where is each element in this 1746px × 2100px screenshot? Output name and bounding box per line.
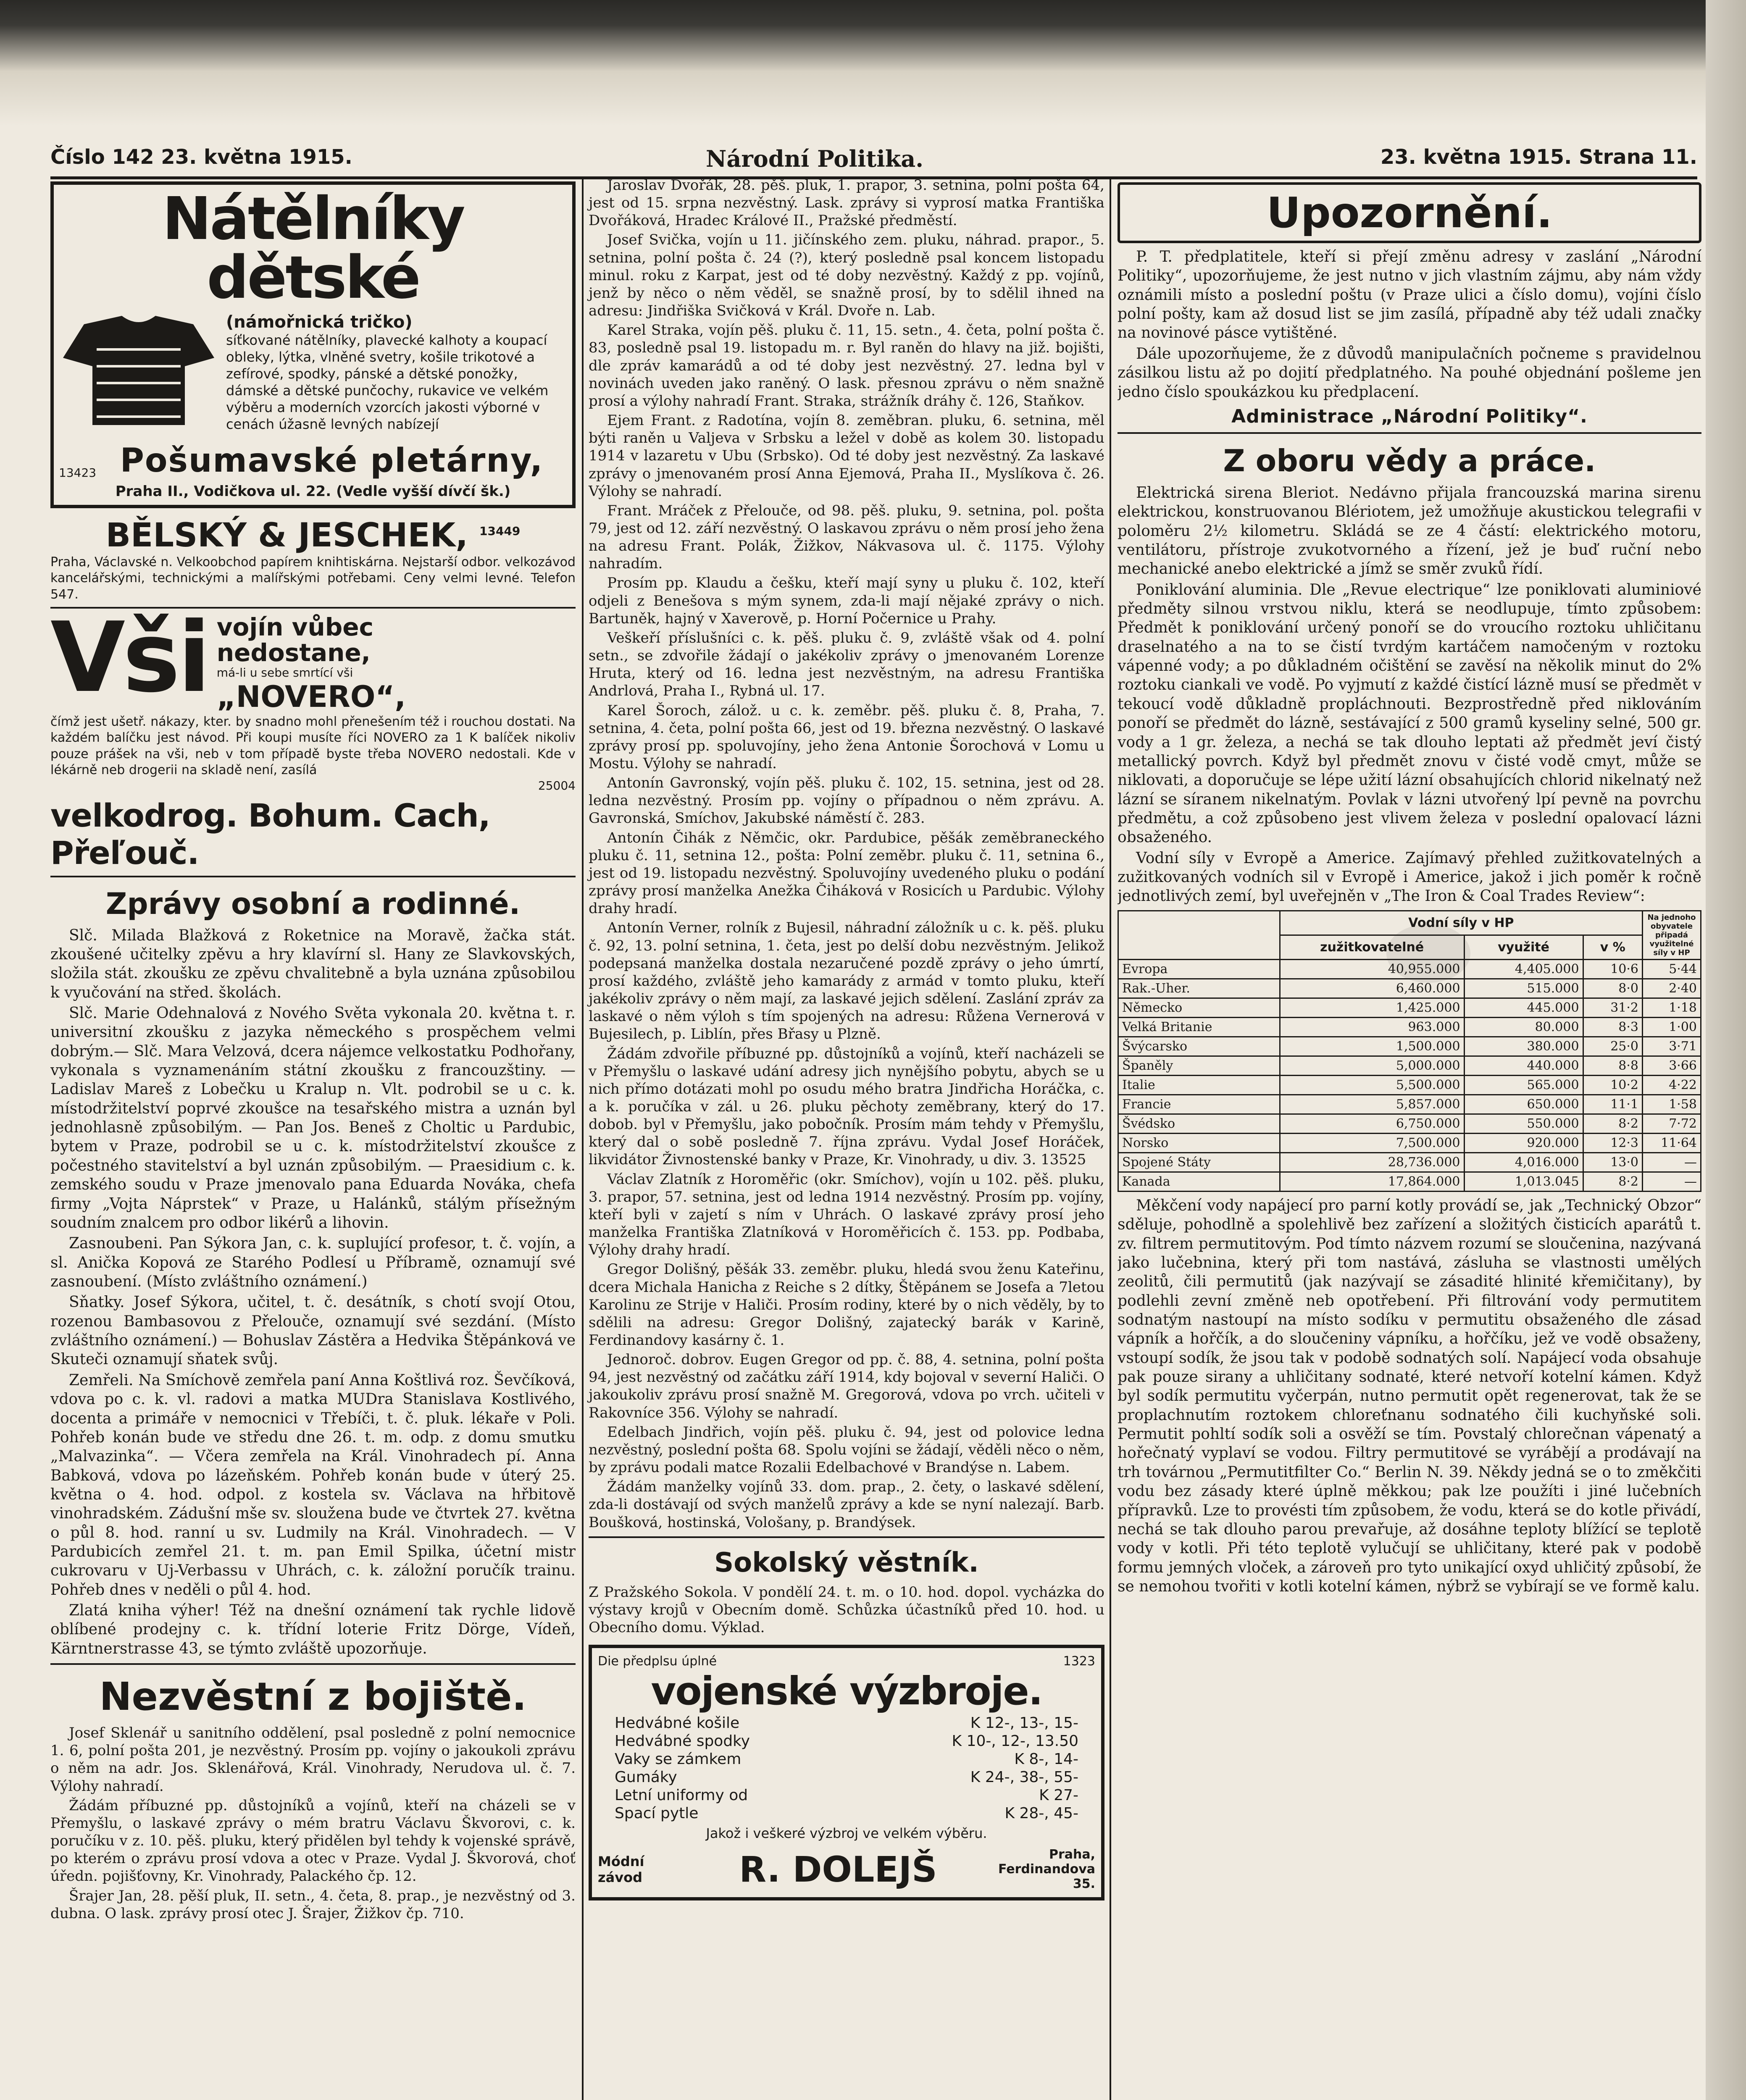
header-date-page: 23. května 1915. Strana 11. bbox=[1380, 145, 1697, 169]
table-header-total: zužitkovatelné bbox=[1280, 935, 1464, 959]
science-paragraph: Poniklování aluminia. Dle „Revue electrique“ lze poniklovati aluminiové předměty silnou vrstvou niklu, která se neodlupuje, tímto způsobem: Předmět k poniklování určený ponoří se do vroucího roztoku uhličitanu draselnatého a na to se čistí tvrdým kartáčem namočeným v roztoku vápenné vody; a po důkladném očištění se zavěsí na několik minut do 2% roztoku ciankali ve vodě. Po vyjmutí z každé čistící lázně musí se předmět v tekoucí vodě důkladně propláchnouti. Bezprostředně před niklováním ponoří se předmět do lázně, sestávající z 500 gramů kyseliny selné, 500 gr. vody a 1 gr. železa, a nechá se tak dlouho leptati až předmět jeví čistý metallický povrch. Když byl předmět znovu v čisté vodě cmyt, může se niklovati, a doporučuje se lépe užití lázní obsahujících chlorid nikelnatý než lázní se síranem nikelnatým. Povlak v lázni utvořený lpí pevně na povrchu předmětu, a což způsobeno jest vlivem železa v poslední opalovací lázni obsaženého. bbox=[1118, 581, 1701, 846]
table-cell-pct: 13·0 bbox=[1583, 1152, 1642, 1172]
table-row bbox=[1118, 998, 1701, 1017]
missing-entry: Žádám manželky vojínů 33. dom. prap., 2. čety, o laskavé sdělení, zda-li dostávají od svých manželů zprávy a kde se nyní nalezají. Barb. Boušková, hostinská, Vološany, p. Brandýsek. bbox=[589, 1478, 1104, 1531]
table-row bbox=[1118, 1017, 1701, 1037]
table-cell-used: 445.000 bbox=[1464, 998, 1583, 1017]
table-header-group: Vodní síly v HP bbox=[1280, 911, 1642, 935]
ad-vojenske-items bbox=[598, 1714, 1095, 1822]
table-cell-total: 5,000.000 bbox=[1280, 1056, 1464, 1075]
table-cell-pct: 31·2 bbox=[1583, 998, 1642, 1017]
missing-entry: Gregor Dolišný, pěšák 33. zeměbr. pluku, hledá svou ženu Kateřinu, dcera Michala Hanicha z Reiche s 2 dítky, Štěpánem se Josefa a 7letou Karolinu ze Strije v Haliči. Prosím rodiny, které by o nich věděly, by to sdělili na adresu: Gregor Dolišný, zajatecký barák v Karině, Ferdinandovy kasárny č. 1. bbox=[589, 1261, 1104, 1349]
table-cell-country: Evropa bbox=[1118, 959, 1280, 979]
table-cell-total: 1,425.000 bbox=[1280, 998, 1464, 1017]
table-cell-ratio: 3·71 bbox=[1643, 1037, 1701, 1056]
ad-vojenske-footer bbox=[598, 1847, 1095, 1891]
divider bbox=[1118, 432, 1701, 434]
table-cell-total: 40,955.000 bbox=[1280, 959, 1464, 979]
table-cell-ratio: — bbox=[1643, 1172, 1701, 1191]
missing-entry: Ejem Frant. z Radotína, vojín 8. zeměbran. pluku, 6. setnina, měl býti raněn u Valjeva v Srbsku a ležel v době as kolem 30. listopadu 1914 v lazaretu v Ubu (Srbsko). Od té doby jest nezvěstný. Za laskavé zprávy o jmenovaném prosí Anna Ejemová, Praha II., Myslíkova č. 26. Výlohy se nahradí. bbox=[589, 412, 1104, 500]
table-cell-ratio: 4·22 bbox=[1643, 1075, 1701, 1095]
table-cell-pct: 25·0 bbox=[1583, 1037, 1642, 1056]
ad-vsi bbox=[50, 602, 576, 877]
ad-belsky-text: Praha, Václavské n. Velkoobchod papírem knihtiskárna. Nejstarší odbor. velkozávod kancelářskými, technickými a malířskými potřebami. Ceny velmi levné. Telefon 547. bbox=[50, 555, 576, 602]
science-paragraph: Měkčení vody napájecí pro parní kotly provádí se, jak „Technický Obzor“ sděluje, pohodlně a spolehlivě bez zařízení a složitých čisticích aparátů t. zv. filtrem permutitovým. Pod tímto názvem rozumí se sloučenina, nazývaná jako lučebnina, který při tom nastává, zásluha se vlastnosti umělých zeolitů, čili permutitů (jak nazývají se zásadité hlinité křemičitany), by podlehli zevní změně neb opotřebení. Při filtrování vody permutitem sodnatým nastoupí na místo sodíku v permutitu obsaženého dle zásad vápník a hořčík, a do sloučeniny vápníku, a hořčíku, jež ve vodě obsaženy, vstoupí sodík, že jsou tak v podobě sodnatých solí. Napájecí voda obsahuje pak pouze sirany a uhličitany sodnaté, které netvoří kotelní kámen. Když byl sodík permutitu vyčerpán, nutno permutit opět regenerovat, tak že se proplachnutím roztokem chloreťnanu sodnatého čili kuchyňské soli. Permutit pohltí sodík soli a osvěží se tím. Povstalý chlorečnan vápenatý a hořečnatý vyplaví se vodou. Filtry permutitové se vyrábějí a prodávají na trh továrnou „Permutitfilter Co.“ Berlin N. 39. Někdy jedná se o to změkčiti vodu bez zásady které úplně měkkou; pak lze použíti i jiné lučebních přípravků. Lze to provésti tím způsobem, že vodu, která se do kotle přivádí, nechá se tak dlouho parou prevařuje, až dosáhne teploty blížící se teplotě vody v kotli. Při této teplotě vylučují se uhličitany, které pak v podobě formu jemných vloček, a zároveň pro tyto unikající oxyd uhličitý způsobí, že se nemohou tvořiti v kotli kotelní kámen, nýbrž se vybírají se ve formě kalu. bbox=[1118, 1197, 1701, 1595]
table-cell-pct: 8·2 bbox=[1583, 1114, 1642, 1133]
table-cell-ratio: 1·58 bbox=[1643, 1095, 1701, 1114]
table-row bbox=[1118, 1114, 1701, 1133]
ad-vojenske-number: 1323 bbox=[1063, 1654, 1095, 1669]
missing-entry: Antonín Gavronský, vojín pěš. pluku č. 102, 15. setnina, jest od 28. ledna nezvěstný. Prosím pp. vojíny o případnou o něm zprávu. A. Gavronská, Smíchov, Jakubské náměstí č. 283. bbox=[589, 774, 1104, 827]
personal-paragraph: Slč. Milada Blažková z Roketnice na Moravě, žačka stát. zkoušené učitelky zpěvu a hry klavírní sl. Hany ze Slavkovských, složila stát. zkoušku ze zpěvu chvalitebně a byla uznána způsobilou k vyučování na střed. školách. bbox=[50, 927, 576, 1001]
ad-vojenske-item bbox=[615, 1787, 1078, 1804]
missing-entry: Karel Šoroch, zálož. u c. k. zeměbr. pěš. pluku č. 8, Praha, 7. setnina, 4. četa, polní pošta 66, jest od 19. března nezvěstný. O laskavé zprávy prosí pp. spoluvojíny, jeho žena Antonie Šorochová v Lomu u Mostu. Výlohy se nahradí. bbox=[589, 702, 1104, 772]
ad-vojenske-vyzbroje bbox=[589, 1645, 1104, 1900]
table-cell-pct: 8·0 bbox=[1583, 979, 1642, 998]
missing-entry: Frant. Mráček z Přelouče, od 98. pěš. pluku, 9. setnina, pol. pošta 79, jest od 12. září nezvěstný. O laskavou zprávu o něm prosí jeho žena na adresu Frant. Polák, Žižkov, Nákvasova ul. č. 1175. Výlohy nahradím. bbox=[589, 502, 1104, 572]
column-middle bbox=[582, 176, 1111, 2100]
science-paragraph: Elektrická sirena Bleriot. Nedávno přijala francouzská marina sirenu elektrickou, konstruovanou Blériotem, jež umožňuje akustickou telegrafii v poloměru 2½ kilometru. Skládá se ze 4 částí: elektrického motoru, ventilátoru, přístroje zvukotvorného a řízení, jež je buď ruční nebo mechanické anebo elektrické a jímž se směr zvuků řídí. bbox=[1118, 484, 1701, 578]
table-cell-pct: 12·3 bbox=[1583, 1133, 1642, 1152]
table-row bbox=[1118, 1075, 1701, 1095]
table-cell-used: 650.000 bbox=[1464, 1095, 1583, 1114]
table-cell-ratio: 5·44 bbox=[1643, 959, 1701, 979]
section-personal-title: Zprávy osobní a rodinné. bbox=[105, 886, 521, 921]
table-row bbox=[1118, 1037, 1701, 1056]
missing-entry: Šrajer Jan, 28. pěší pluk, II. setn., 4. četa, 8. prap., je nezvěstný od 3. dubna. O lask. zprávy prosí otec J. Šrajer, Žižkov čp. 710. bbox=[50, 1887, 576, 1922]
ad-vojenske-item bbox=[615, 1751, 1078, 1768]
table-cell-country: Spojené Státy bbox=[1118, 1152, 1280, 1172]
ad-belsky-number: 13449 bbox=[479, 524, 521, 538]
ad-vojenske-footer-right: Praha, Ferdinandova 35. bbox=[998, 1847, 1095, 1892]
table-cell-total: 963.000 bbox=[1280, 1017, 1464, 1037]
table-cell-used: 440.000 bbox=[1464, 1056, 1583, 1075]
table-cell-total: 6,750.000 bbox=[1280, 1114, 1464, 1133]
ad-vojenske-item-name: Gumáky bbox=[615, 1769, 677, 1786]
table-row bbox=[1118, 959, 1701, 979]
table-cell-pct: 10·6 bbox=[1583, 959, 1642, 979]
table-row bbox=[1118, 1133, 1701, 1152]
science-body bbox=[1118, 483, 1701, 906]
table-cell-ratio: 3·66 bbox=[1643, 1056, 1701, 1075]
notice-text2: Dále upozorňujeme, že z důvodů manipulačních počneme s pravidelnou zásilkou listu až po dojití předplatného. Na pouhé objednání pošleme jen jedno číslo spoukázkou ku předplacení. bbox=[1118, 345, 1701, 401]
ad-vojenske-item-price: K 27- bbox=[1039, 1787, 1078, 1804]
table-row bbox=[1118, 1172, 1701, 1191]
table-cell-pct: 11·1 bbox=[1583, 1095, 1642, 1114]
table-cell-used: 4,405.000 bbox=[1464, 959, 1583, 979]
notice-body bbox=[1118, 247, 1701, 402]
ad-natelniky-number: 13423 bbox=[59, 466, 97, 480]
ad-belsky-name: BĚLSKÝ & JESCHEK, bbox=[105, 517, 468, 554]
water-power-table-body bbox=[1118, 959, 1701, 1191]
table-cell-pct: 10·2 bbox=[1583, 1075, 1642, 1095]
header-issue: Číslo 142 23. května 1915. bbox=[50, 145, 352, 169]
ad-vojenske-item-price: K 12-, 13-, 15- bbox=[970, 1714, 1078, 1732]
ad-vojenske-pre: Die předplsu úplné bbox=[598, 1654, 717, 1669]
table-cell-country: Švédsko bbox=[1118, 1114, 1280, 1133]
science-paragraph: Vodní síly v Evropě a Americe. Zajímavý přehled zužitkovatelných a zužitkovaných vodních sil v Evropě i Americe, jakož i jich poměr k ročně jednotlivých zemí, byl uveřejněn v „The Iron & Coal Trades Review“: bbox=[1118, 849, 1701, 905]
missing-entry: Jednoroč. dobrov. Eugen Gregor od pp. č. 88, 4. setnina, polní pošta 94, jest nezvěstný od začátku září 1914, kdy bojoval v severní Haliči. O jakoukoliv zprávu prosí snažně M. Gregorová, vdova po vrch. učiteli v Rakovníce 356. Výlohy se nahradí. bbox=[589, 1351, 1104, 1421]
table-cell-country: Italie bbox=[1118, 1075, 1280, 1095]
ad-vojenske-footer-name: R. DOLEJŠ bbox=[739, 1848, 937, 1890]
ad-natelniky-subtitle: (námořnická tričko) bbox=[226, 312, 413, 332]
personal-paragraph: Zemřeli. Na Smíchově zemřela paní Anna Koštlivá roz. Ševčíková, vdova po c. k. vl. radovi a matka MUDra Stanislava Kostlivého, docenta a primáře v nemocnici v Třebíči, t. č. pluk. lékaře v Poli. Pohřeb konán bude ve středu dne 26. t. m. odp. z domu smutku „Malvazinka“. — Včera zemřela na Král. Vinohradech pí. Anna Babková, vdova po lázeňském. Pohřeb konán bude v úterý 25. května o 4. hod. odpol. z kostela sv. Václava na hřbitově vinohradském. Zádušní mše sv. sloužena bude ve čtvrtek 27. května o půl 8. hod. ranní u sv. Ludmily na Král. Vinohradech. — V Pardubicích zemřel 21. t. m. pan Emil Spilka, účetní mistr cukrovaru v Uj-Verbassu v Uhrách, c. k. záložní poručík trainu. Pohřeb dnes v neděli o půl 4. hod. bbox=[50, 1371, 576, 1599]
column-left bbox=[50, 176, 576, 2100]
ad-vojenske-item-name: Letní uniformy od bbox=[615, 1787, 748, 1804]
table-cell-total: 1,500.000 bbox=[1280, 1037, 1464, 1056]
table-cell-ratio: 2·40 bbox=[1643, 979, 1701, 998]
ad-vojenske-item bbox=[615, 1732, 1078, 1750]
divider bbox=[50, 1663, 576, 1665]
missing-entry: Josef Svička, vojín u 11. jičínského zem. pluku, náhrad. prapor., 5. setnina, polní pošta č. 24 (?), který posledně psal koncem listopadu minul. roku z Karpat, jest od té doby nezvěstný. Každý z pp. vojínů, jenž by něco o něm věděl, se snažně prosí, by to sdělil ihned na adresu: Jindřiška Svičková v Král. Dvoře n. Lab. bbox=[589, 231, 1104, 320]
missing-entry: Žádám příbuzné pp. důstojníků a vojínů, kteří na cházeli se v Přemyšlu, o laskavé zprávy o mém bratru Václavu Škvorovi, c. k. poručíku v z. 10. pěš. pluku, který přidělen byl tehdy k vojenské správě, po kterém o zprávu prosí vdova a otec v Praze. Vydal J. Škvorová, choť úředn. pojišťovny, Kr. Vinohrady, Palackého čp. 12. bbox=[50, 1797, 576, 1885]
ad-vojenske-item-price: K 8-, 14- bbox=[1014, 1751, 1078, 1768]
table-cell-used: 550.000 bbox=[1464, 1114, 1583, 1133]
table-header-used: využité bbox=[1464, 935, 1583, 959]
table-cell-country: Rak.-Uher. bbox=[1118, 979, 1280, 998]
section-missing-title: Nezvěstní z bojiště. bbox=[99, 1674, 527, 1719]
missing-entry: Karel Straka, vojín pěš. pluku č. 11, 15. setn., 4. četa, polní pošta č. 83, posledně psal 19. listopadu m. r. Byl raněn do hlavy na již. bojišti, dle zpráv kamarádů a od té doby jest nezvěstný. 27. ledna byl v novinách uveden jako raněný. O lask. přesnou zprávu o něm snažně prosí a výlohy nahradí Frant. Straka, strážník dráhy č. 126, Staňkov. bbox=[589, 322, 1104, 410]
table-cell-total: 6,460.000 bbox=[1280, 979, 1464, 998]
personal-paragraph: Sňatky. Josef Sýkora, učitel, t. č. desátník, s chotí svojí Otou, rozenou Bambasovou z Přelouče, oznamují své sezdání. (Místo zvláštního oznámení.) — Bohuslav Zástěra a Hedvika Štěpánková ve Skuteči oznamují sňatek svůj. bbox=[50, 1294, 576, 1368]
missing-entry: Veškeří příslušníci c. k. pěš. pluku č. 9, zvláště však od 4. polní setn., se zdvořile žádají o jakékoliv zprávy o jmenovaném Lorenze Hruta, který od 16. ledna jest nezvěstným, na adresu Františka Andrlová, Praha I., Rybná ul. 17. bbox=[589, 629, 1104, 700]
table-header-country bbox=[1118, 911, 1280, 959]
ad-natelniky-brand: Pošumavské pletárny, bbox=[120, 442, 544, 480]
table-cell-used: 920.000 bbox=[1464, 1133, 1583, 1152]
ad-vojenske-item bbox=[615, 1714, 1078, 1732]
ad-vojenske-item-name: Hedvábné spodky bbox=[615, 1732, 750, 1750]
table-cell-total: 28,736.000 bbox=[1280, 1152, 1464, 1172]
table-cell-ratio: 1·18 bbox=[1643, 998, 1701, 1017]
table-cell-ratio: 7·72 bbox=[1643, 1114, 1701, 1133]
table-cell-used: 80.000 bbox=[1464, 1017, 1583, 1037]
table-cell-used: 4,016.000 bbox=[1464, 1152, 1583, 1172]
table-cell-pct: 8·8 bbox=[1583, 1056, 1642, 1075]
table-cell-ratio: 11·64 bbox=[1643, 1133, 1701, 1152]
page-header bbox=[50, 143, 1697, 179]
ad-vsi-line3: má-li u sebe smrtící vši bbox=[216, 665, 353, 680]
table-cell-country: Kanada bbox=[1118, 1172, 1280, 1191]
table-row bbox=[1118, 1056, 1701, 1075]
section-sokol-text: Z Pražského Sokola. V pondělí 24. t. m. o 10. hod. dopol. vycházka do výstavy krojů v Obecním domě. Schůzka účastníků před 10. hod. u Obecního domu. Výklad. bbox=[589, 1583, 1104, 1636]
ad-vojenske-footer-left: Módní závod bbox=[598, 1853, 644, 1885]
table-cell-used: 565.000 bbox=[1464, 1075, 1583, 1095]
ad-vsi-text: čímž jest ušetř. nákazy, kter. by snadno mohl přenešením též i rouchou dostati. Na každém balíčku jest návod. Při koupi musíte říci NOVERO za 1 K balíček nikoliv pouze prášek na vši, neb v tom případě byste třeba NOVERO nedostali. Kde v lékárně neb drogerii na skladě není, zasílá bbox=[50, 714, 576, 778]
table-cell-used: 380.000 bbox=[1464, 1037, 1583, 1056]
table-cell-total: 5,500.000 bbox=[1280, 1075, 1464, 1095]
table-row bbox=[1118, 1152, 1701, 1172]
section-missing-body-left bbox=[50, 1724, 576, 1922]
ad-belsky bbox=[50, 517, 576, 609]
table-header-pct: v % bbox=[1583, 935, 1642, 959]
table-cell-used: 1,013.045 bbox=[1464, 1172, 1583, 1191]
missing-entry: Edelbach Jindřich, vojín pěš. pluku č. 94, jest od polovice ledna nezvěstný, poslední pošta 68. Spolu vojíni se žádají, věděli něco o něm, by zprávu podali matce Rozalii Edelbachové v Brandýse n. Labem. bbox=[589, 1423, 1104, 1476]
missing-entry: Antonín Verner, rolník z Bujesil, náhradní záložník u c. k. pěš. pluku č. 92, 13. polní setnina, 1. četa, jest po delší dobu nezvěstným. Jelikož podepsaná manželka dostala nezaručené pozdě zprávy o jeho úmrtí, prosí každého, zvláště jeho kamarády z armád v tomto pluku, kteří jakékoliv zprávy o něm mají, za laskavé jejich sdělení. Zaslání zpráv za laskavé o něm výloh s tím spojených na adresu: Růžena Vernerová v Bujesilech, p. Liblín, přes Břasy u Plzně. bbox=[589, 919, 1104, 1043]
ad-vsi-line1: vojín vůbec bbox=[216, 613, 373, 642]
notice-title: Upozornění. bbox=[1118, 182, 1701, 243]
ad-vojenske-item-name: Hedvábné košile bbox=[615, 1714, 740, 1732]
table-cell-used: 515.000 bbox=[1464, 979, 1583, 998]
missing-entry: Antonín Čihák z Němčic, okr. Pardubice, pěšák zeměbraneckého pluku č. 11, setnina 12., pošta: Polní zeměbr. pluku č. 11, setnina 6., jest od 19. listopadu nezvěstný. Spoluvojíny uvedeného pluku o podání zprávy prosí manželka Anežka Čiháková v Rosicích u Pardubic. Výlohy drahy hradí. bbox=[589, 829, 1104, 917]
scan-right-edge bbox=[1706, 0, 1746, 2100]
water-power-table bbox=[1118, 910, 1701, 1192]
notice-admin: Administrace „Národní Politiky“. bbox=[1231, 405, 1588, 427]
ad-vojenske-title: vojenské výzbroje. bbox=[651, 1669, 1042, 1714]
table-cell-country: Francie bbox=[1118, 1095, 1280, 1114]
ad-vojenske-item-name: Spací pytle bbox=[615, 1805, 699, 1822]
ad-vojenske-item bbox=[615, 1769, 1078, 1786]
notice-text: P. T. předplatitele, kteří si přejí změnu adresy v zaslání „Národní Politiky“, upozorňujeme, že jest nutno v jich vlastním zájmu, aby nám vždy oznámili místo a poslední poštu (v Praze ulici a číslo domu), vojíni číslo polní pošty, kam až dosud list se jim zasílá, případně aby též udali značky na novinové pásce vytištěné. bbox=[1118, 248, 1701, 342]
ad-vsi-footer: velkodrog. Bohum. Cach, Přeľouč. bbox=[50, 796, 490, 872]
missing-entry: Prosím pp. Klaudu a češku, kteří mají syny u pluku č. 102, kteří odjeli z Benešova s mým synem, zda-li mají nějaké zprávy o nich. Bartuněk, hajný v Xaverově, p. Horní Počernice u Prahy. bbox=[589, 575, 1104, 627]
table-header-ratio: Na jednoho obyvatele připadá využitelné síly v HP bbox=[1643, 911, 1701, 959]
table-row bbox=[1118, 1095, 1701, 1114]
section-missing-body-middle bbox=[589, 176, 1104, 1531]
table-cell-pct: 8·3 bbox=[1583, 1017, 1642, 1037]
section-personal-body bbox=[50, 926, 576, 1659]
scan-top-edge bbox=[0, 0, 1746, 126]
science-title: Z oboru vědy a práce. bbox=[1223, 443, 1596, 478]
ad-vojenske-item-price: K 28-, 45- bbox=[1004, 1805, 1078, 1822]
table-cell-country: Velká Britanie bbox=[1118, 1017, 1280, 1037]
header-masthead: Národní Politika. bbox=[706, 145, 924, 172]
missing-entry: Václav Zlatník z Horoměřic (okr. Smíchov), vojín u 102. pěš. pluku, 3. prapor, 57. setnina, jest od ledna 1914 nezvěstný. Prosím pp. vojíny, kteří byli v zajetí s ním v Uhrách. O laskavé zprávy prosí jeho manželka Františka Zlatníková v Horoměřicích č. 153. pp. Podbaba, Výlohy drahy hradí. bbox=[589, 1171, 1104, 1259]
ad-vojenske-item-name: Vaky se zámkem bbox=[615, 1751, 742, 1768]
table-cell-country: Španěly bbox=[1118, 1056, 1280, 1075]
table-cell-ratio: — bbox=[1643, 1152, 1701, 1172]
personal-paragraph: Slč. Marie Odehnalová z Nového Světa vykonala 20. května t. r. universitní zkoušku z jazyka německého s prospěchem velmi dobrým.— Slč. Mara Velzová, dcera nájemce velkostatku Podhořany, vykonala s vyznamenáním státní zkoušku z francouzštiny. — Ladislav Mareš z Lobečku u Kralup n. Vlt. podrobil se u c. k. místodržitelství poprvé zkoušce na tesařského mistra a uznán byl jednohlasně způsobilým. — Pan Jos. Beneš z Choltic u Pardubic, bytem v Praze, podrobil se u c. k. místodržitelství zkoušce z počestného stavitelství a byl uznán způsobilým. — Praesidium c. k. zemského soudu v Praze jmenovalo pana Eduarda Nováka, chefa firmy „Vojta Náprstek“ v Praze, u Halánků, stálým přísežným soudním znalcem pro odbor likérů a lihovin. bbox=[50, 1004, 576, 1231]
personal-paragraph: Zlatá kniha výher! Též na dnešní oznámení tak rychle lidově oblíbené prodejny c. k. třídní loterie Fritz Dörge, Vídeň, Kärntnerstrasse 43, se týmto zvláště upozorňuje. bbox=[50, 1602, 576, 1657]
ad-natelniky bbox=[50, 181, 576, 508]
table-cell-country: Švýcarsko bbox=[1118, 1037, 1280, 1056]
table-cell-total: 17,864.000 bbox=[1280, 1172, 1464, 1191]
table-cell-total: 5,857.000 bbox=[1280, 1095, 1464, 1114]
ad-vsi-brand: „NOVERO“, bbox=[216, 679, 406, 714]
table-cell-country: Norsko bbox=[1118, 1133, 1280, 1152]
table-cell-pct: 8·2 bbox=[1583, 1172, 1642, 1191]
ad-natelniky-text: síťkované nátělníky, plavecké kalhoty a koupací obleky, lýtka, vlněné svetry, košile trikotové a zefírové, spodky, pánské a dětské ponožky, dámské a dětské punčochy, rukavice ve velkém výběru a moderních vzorcích jakosti výborné v cenách úžasně levných nabízejí bbox=[226, 332, 549, 432]
table-cell-total: 7,500.000 bbox=[1280, 1133, 1464, 1152]
science-body-2 bbox=[1118, 1196, 1701, 1596]
ad-vojenske-item-price: K 10-, 12-, 13.50 bbox=[952, 1732, 1078, 1750]
table-cell-country: Německo bbox=[1118, 998, 1280, 1017]
ad-vsi-line2: nedostane, bbox=[216, 638, 371, 667]
missing-entry: Žádám zdvořile příbuzné pp. důstojníků a vojínů, kteří nacházeli se v Přemyšlu o laskavé udání adresy jich nynějšího pobytu, abych se u nich přímo dotázati mohl po osudu mého bratra Jindřicha Horáčka, c. a k. poručíka v zál. u 26. pluku pěchoty zeměbrany, který do 17. dobob. byl v Přemyšlu, jako pobočník. Prosím mám tehdy v Přemyšlu, který dal o sobě posledně 7. října zprávu. Vydal Josef Horáček, likvidátor Živnostenské banky v Praze, Kr. Vinohrady, u div. 3. 13525 bbox=[589, 1045, 1104, 1168]
section-sokol-title: Sokolský věstník. bbox=[714, 1547, 979, 1578]
ad-natelniky-address: Praha II., Vodičkova ul. 22. (Vedle vyšší dívčí šk.) bbox=[115, 483, 511, 500]
missing-entry: Jaroslav Dvořák, 28. pěš. pluk, 1. prapor, 3. setnina, polní pošta 64, jest od 15. srpna nezvěstný. Lask. zprávy si vyprosí matka Františka Dvořáková, Hradec Králové II., Pražské předměstí. bbox=[589, 177, 1104, 229]
ad-vojenske-item bbox=[615, 1805, 1078, 1822]
ad-natelniky-title: Nátělníky dětské bbox=[162, 185, 464, 312]
personal-paragraph: Zasnoubeni. Pan Sýkora Jan, c. k. suplující profesor, t. č. vojín, a sl. Anička Kopová ze Starého Podlesí u Příbramě, oznamují své zasnoubení. (Místo zvláštního oznámení.) bbox=[50, 1235, 576, 1290]
ad-vsi-big: Vši bbox=[50, 602, 208, 714]
ad-vojenske-item-price: K 24-, 38-, 55- bbox=[970, 1769, 1078, 1786]
ad-vojenske-note: Jakož i veškeré výzbroj ve velkém výběru. bbox=[706, 1825, 987, 1842]
column-right bbox=[1118, 176, 1701, 2100]
divider bbox=[589, 1536, 1104, 1538]
missing-entry: Josef Sklenář u sanitního oddělení, psal posledně z polní nemocnice 1. 6, polní pošta 201, je nezvěstný. Prosím pp. vojíny o jakoukoli zprávu o něm na adr. Jos. Sklenářová, Král. Vinohrady, Nerudova ul. č. 7. Výlohy nahradí. bbox=[50, 1725, 576, 1795]
table-row bbox=[1118, 979, 1701, 998]
table-cell-ratio: 1·00 bbox=[1643, 1017, 1701, 1037]
ad-vsi-number: 25004 bbox=[538, 778, 576, 793]
undershirt-illustration bbox=[59, 312, 218, 429]
